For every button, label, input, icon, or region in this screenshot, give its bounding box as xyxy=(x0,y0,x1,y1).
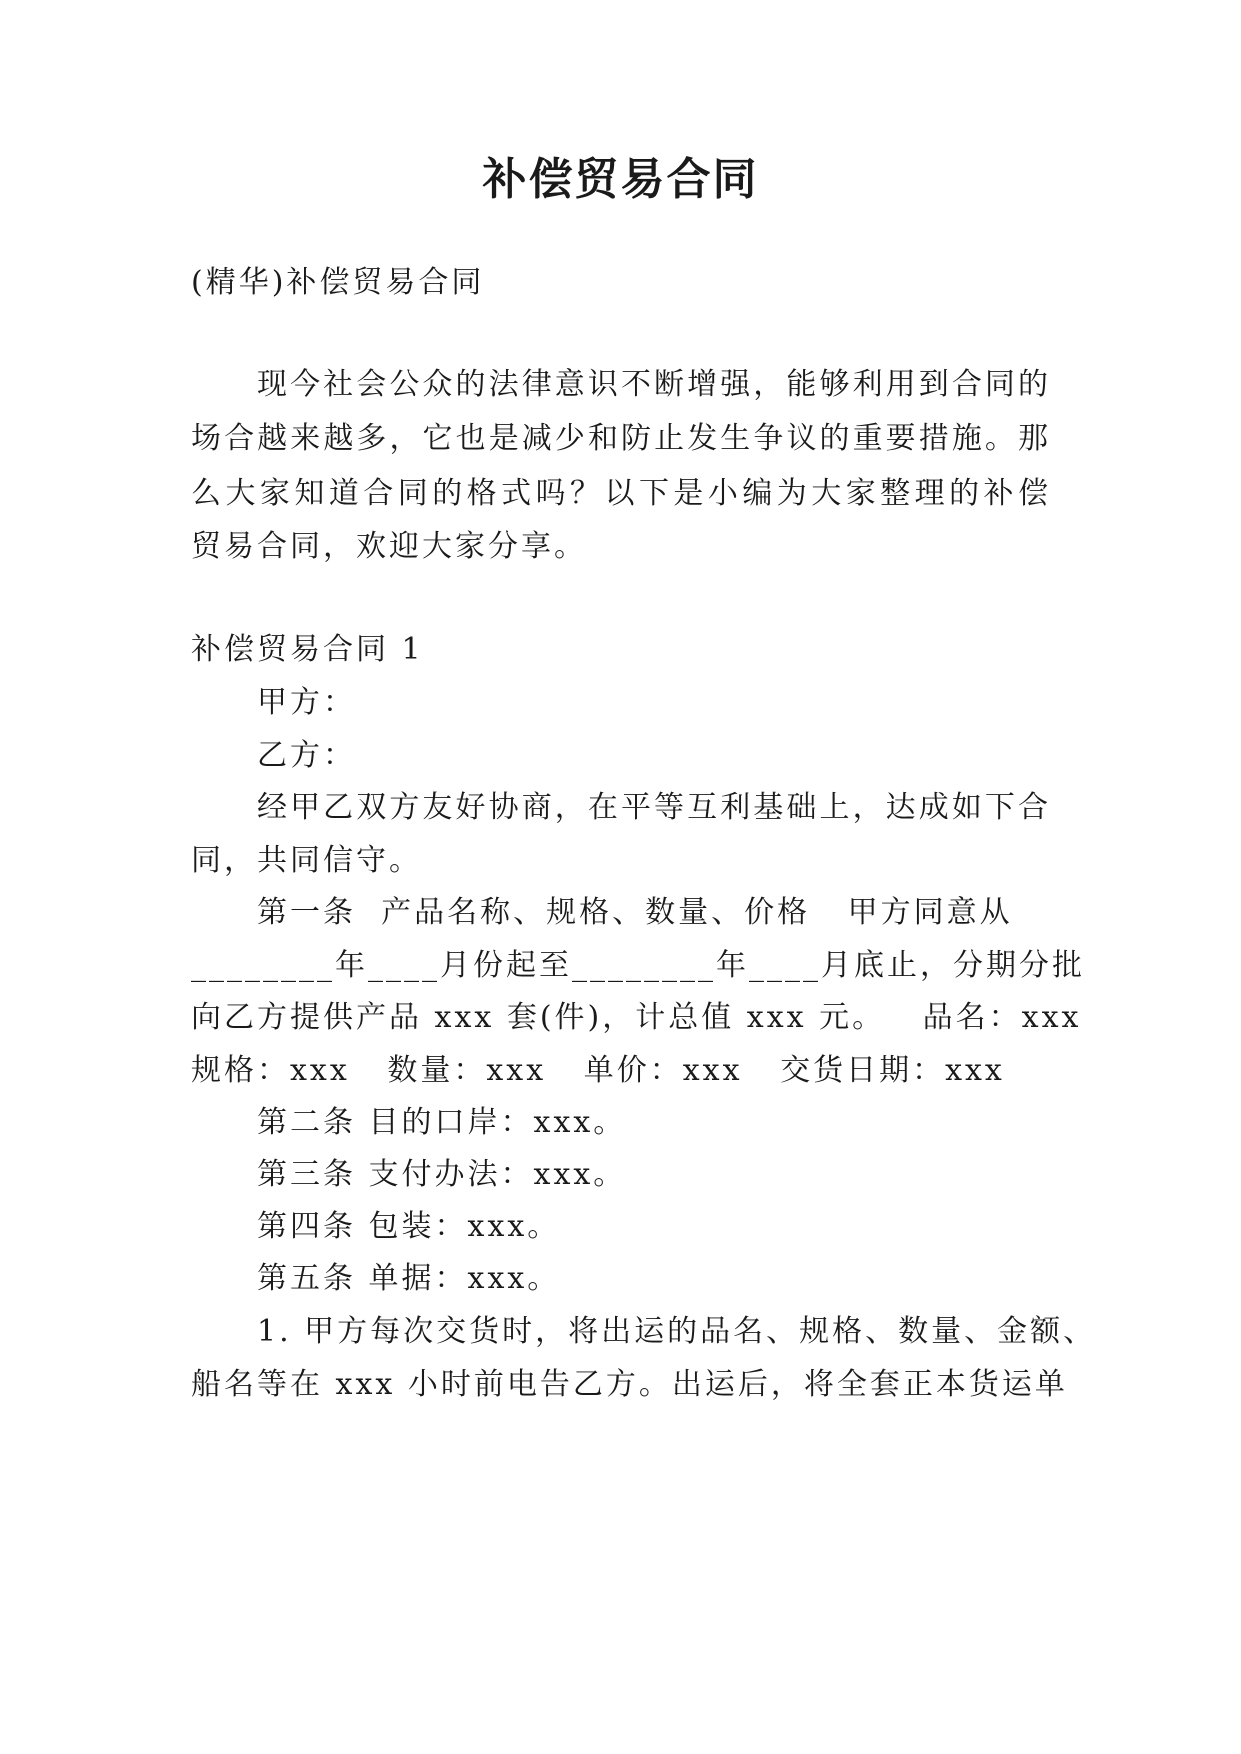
document-title: 补偿贸易合同 xyxy=(482,154,759,205)
item-1-line-1: 1. 甲方每次交货时，将出运的品名、规格、数量、金额、 xyxy=(257,1314,1097,1349)
item-1-line-2: 船名等在 xxx 小时前电告乙方。出运后，将全套正本货运单 xyxy=(191,1367,1068,1402)
document-subtitle: (精华)补偿贸易合同 xyxy=(191,265,485,300)
intro-line-2: 场合越来越多，它也是减少和防止发生争议的重要措施。那 xyxy=(191,421,1051,456)
preamble-line-2: 同，共同信守。 xyxy=(191,843,422,878)
article-5: 第五条 单据：xxx。 xyxy=(257,1261,561,1296)
article-1-line-3: 向乙方提供产品 xxx 套(件)，计总值 xxx 元。 品名：xxx xyxy=(191,1000,1082,1035)
intro-line-3: 么大家知道合同的格式吗？以下是小编为大家整理的补偿 xyxy=(191,476,1051,511)
article-1-line-2: ________年____月份起至________年____月底止，分期分批 xyxy=(191,948,1085,983)
party-b-label: 乙方： xyxy=(257,738,356,773)
article-3: 第三条 支付办法：xxx。 xyxy=(257,1157,627,1192)
article-1-line-4: 规格：xxx 数量：xxx 单价：xxx 交货日期：xxx xyxy=(191,1053,1005,1088)
article-2: 第二条 目的口岸：xxx。 xyxy=(257,1105,627,1140)
intro-line-4: 贸易合同，欢迎大家分享。 xyxy=(191,529,587,564)
preamble-line-1: 经甲乙双方友好协商，在平等互利基础上，达成如下合 xyxy=(257,790,1051,825)
article-1-line-1: 第一条 产品名称、规格、数量、价格 甲方同意从 xyxy=(257,895,1013,930)
contract-heading: 补偿贸易合同 1 xyxy=(191,632,424,667)
article-4: 第四条 包装：xxx。 xyxy=(257,1209,561,1244)
intro-line-1: 现今社会公众的法律意识不断增强，能够利用到合同的 xyxy=(257,367,1051,402)
party-a-label: 甲方： xyxy=(257,685,356,720)
